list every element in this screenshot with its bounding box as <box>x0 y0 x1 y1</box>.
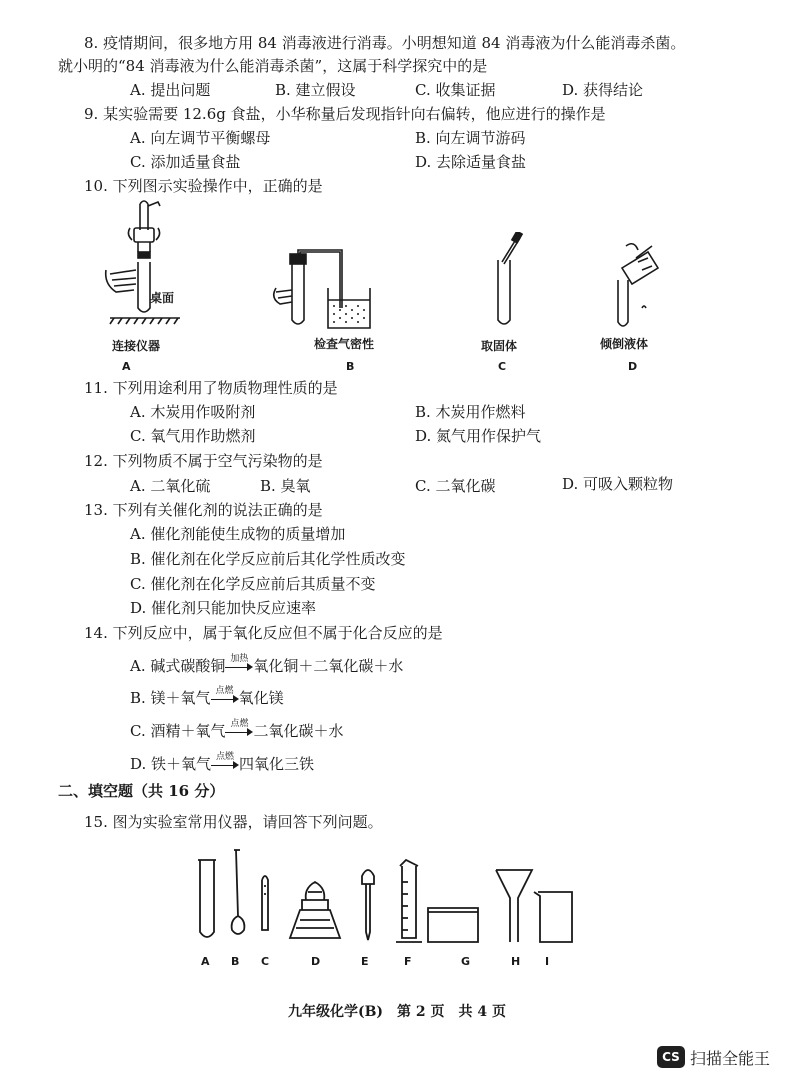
reaction-arrow-icon <box>225 656 253 676</box>
take-solid-figure <box>484 232 524 330</box>
alcohol-lamp-icon <box>290 882 340 938</box>
q8-option-b: B. 建立假设 <box>275 81 356 99</box>
q12-option-d: D. 可吸入颗粒物 <box>562 475 674 493</box>
q14-d-condition: 点燃 <box>216 752 235 762</box>
section2-title: 二、填空题（共 16 分） <box>58 782 225 800</box>
graduated-cylinder-icon <box>396 860 422 942</box>
fig-a-caption: 连接仪器 <box>112 339 161 353</box>
q14-d-products: 四氧化三铁 <box>239 755 315 773</box>
airtightness-figure <box>270 248 380 333</box>
instrument-letter-f: F <box>404 955 412 968</box>
reaction-arrow-icon <box>211 688 239 708</box>
q12-option-a: A. 二氧化硫 <box>130 477 211 495</box>
instrument-letter-g: G <box>461 955 471 968</box>
scanner-watermark <box>657 1045 770 1069</box>
q14-c-condition: 点燃 <box>230 719 249 729</box>
instrument-letter-e: E <box>361 955 369 968</box>
q11-option-b: B. 木炭用作燃料 <box>415 403 526 421</box>
water-trough-icon <box>428 908 478 942</box>
q11-stem: 11. 下列用途利用了物质物理性质的是 <box>84 379 338 397</box>
beaker-icon <box>534 892 572 942</box>
q10-stem: 10. 下列图示实验操作中，正确的是 <box>84 177 323 195</box>
q8-option-a: A. 提出问题 <box>130 81 211 99</box>
page-footer: 九年级化学(B) 第 2 页 共 4 页 <box>287 1004 507 1020</box>
q9-option-b: B. 向左调节游码 <box>415 129 526 147</box>
scanner-app-name: 扫描全能王 <box>690 1048 771 1068</box>
fig-d-letter: D <box>628 360 638 373</box>
reaction-arrow-icon <box>211 754 239 774</box>
fig-d-caption: 倾倒液体 <box>600 337 649 351</box>
reaction-arrow-icon <box>225 721 253 741</box>
fig-c-caption: 取固体 <box>481 339 518 353</box>
q14-d-reactants: D. 铁＋氧气 <box>130 755 212 773</box>
q12-stem: 12. 下列物质不属于空气污染物的是 <box>84 452 323 470</box>
instrument-letter-b: B <box>231 955 240 968</box>
instrument-letter-a: A <box>201 955 210 968</box>
q13-option-b: B. 催化剂在化学反应前后其化学性质改变 <box>130 550 406 568</box>
q13-option-d: D. 催化剂只能加快反应速率 <box>130 599 317 617</box>
lab-instruments-figure <box>190 846 590 948</box>
q8-option-c: C. 收集证据 <box>415 81 496 99</box>
instrument-letter-d: D <box>311 955 321 968</box>
q14-b-products: 氧化镁 <box>238 689 284 707</box>
fig-c-letter: C <box>498 360 507 373</box>
q8-line1: 8. 疫情期间，很多地方用 84 消毒液进行消毒。小明想知道 84 消毒液为什么能消毒杀菌。 <box>84 34 686 52</box>
q14-b-reactants: B. 镁＋氧气 <box>130 689 211 707</box>
q9-stem: 9. 某实验需要 12.6g 食盐，小华称量后发现指针向右偏转，他应进行的操作是 <box>84 105 606 123</box>
q8-option-d: D. 获得结论 <box>562 81 644 99</box>
q12-option-c: C. 二氧化碳 <box>415 477 496 495</box>
q13-stem: 13. 下列有关催化剂的说法正确的是 <box>84 501 323 519</box>
q11-option-d: D. 氮气用作保护气 <box>415 427 542 445</box>
q9-option-d: D. 去除适量食盐 <box>415 153 527 171</box>
q11-option-c: C. 氧气用作助燃剂 <box>130 427 256 445</box>
q14-a-condition: 加热 <box>230 654 249 664</box>
tweezers-icon <box>262 876 268 930</box>
q12-option-b: B. 臭氧 <box>260 477 311 495</box>
q9-option-a: A. 向左调节平衡螺母 <box>130 129 271 147</box>
q14-option-a <box>130 656 403 676</box>
instrument-letter-h: H <box>511 955 521 968</box>
connect-apparatus-figure <box>100 198 190 328</box>
q8-line2: 就小明的“84 消毒液为什么能消毒杀菌”，这属于科学探究中的是 <box>58 57 488 75</box>
desk-label: 桌面 <box>150 291 175 305</box>
q13-option-c: C. 催化剂在化学反应前后其质量不变 <box>130 575 376 593</box>
q14-stem: 14. 下列反应中，属于氧化反应但不属于化合反应的是 <box>84 624 443 642</box>
q14-option-d <box>130 754 314 774</box>
q14-c-reactants: C. 酒精＋氧气 <box>130 722 226 740</box>
funnel-icon <box>496 870 532 942</box>
pour-liquid-figure <box>608 240 668 332</box>
fig-a-letter: A <box>122 360 131 373</box>
q14-a-reactants: A. 碱式碳酸铜 <box>130 657 226 675</box>
instrument-letter-i: I <box>545 955 550 968</box>
q14-c-products: 二氧化碳＋水 <box>253 722 344 740</box>
fig-b-caption: 检查气密性 <box>314 337 375 351</box>
q15-stem: 15. 图为实验室常用仪器，请回答下列问题。 <box>84 813 383 831</box>
instrument-letter-c: C <box>261 955 270 968</box>
q11-option-a: A. 木炭用作吸附剂 <box>130 403 256 421</box>
q9-option-c: C. 添加适量食盐 <box>130 153 241 171</box>
medicine-spoon-icon <box>232 850 245 934</box>
q14-option-c <box>130 721 344 741</box>
test-tube-icon <box>198 860 216 937</box>
camscanner-logo-icon: CS <box>657 1046 685 1068</box>
q14-b-condition: 点燃 <box>215 686 234 696</box>
q14-option-b <box>130 688 284 708</box>
q14-a-products: 氧化铜＋二氧化碳＋水 <box>253 657 404 675</box>
q13-option-a: A. 催化剂能使生成物的质量增加 <box>130 525 346 543</box>
fig-b-letter: B <box>346 360 355 373</box>
dropper-icon <box>362 870 374 940</box>
